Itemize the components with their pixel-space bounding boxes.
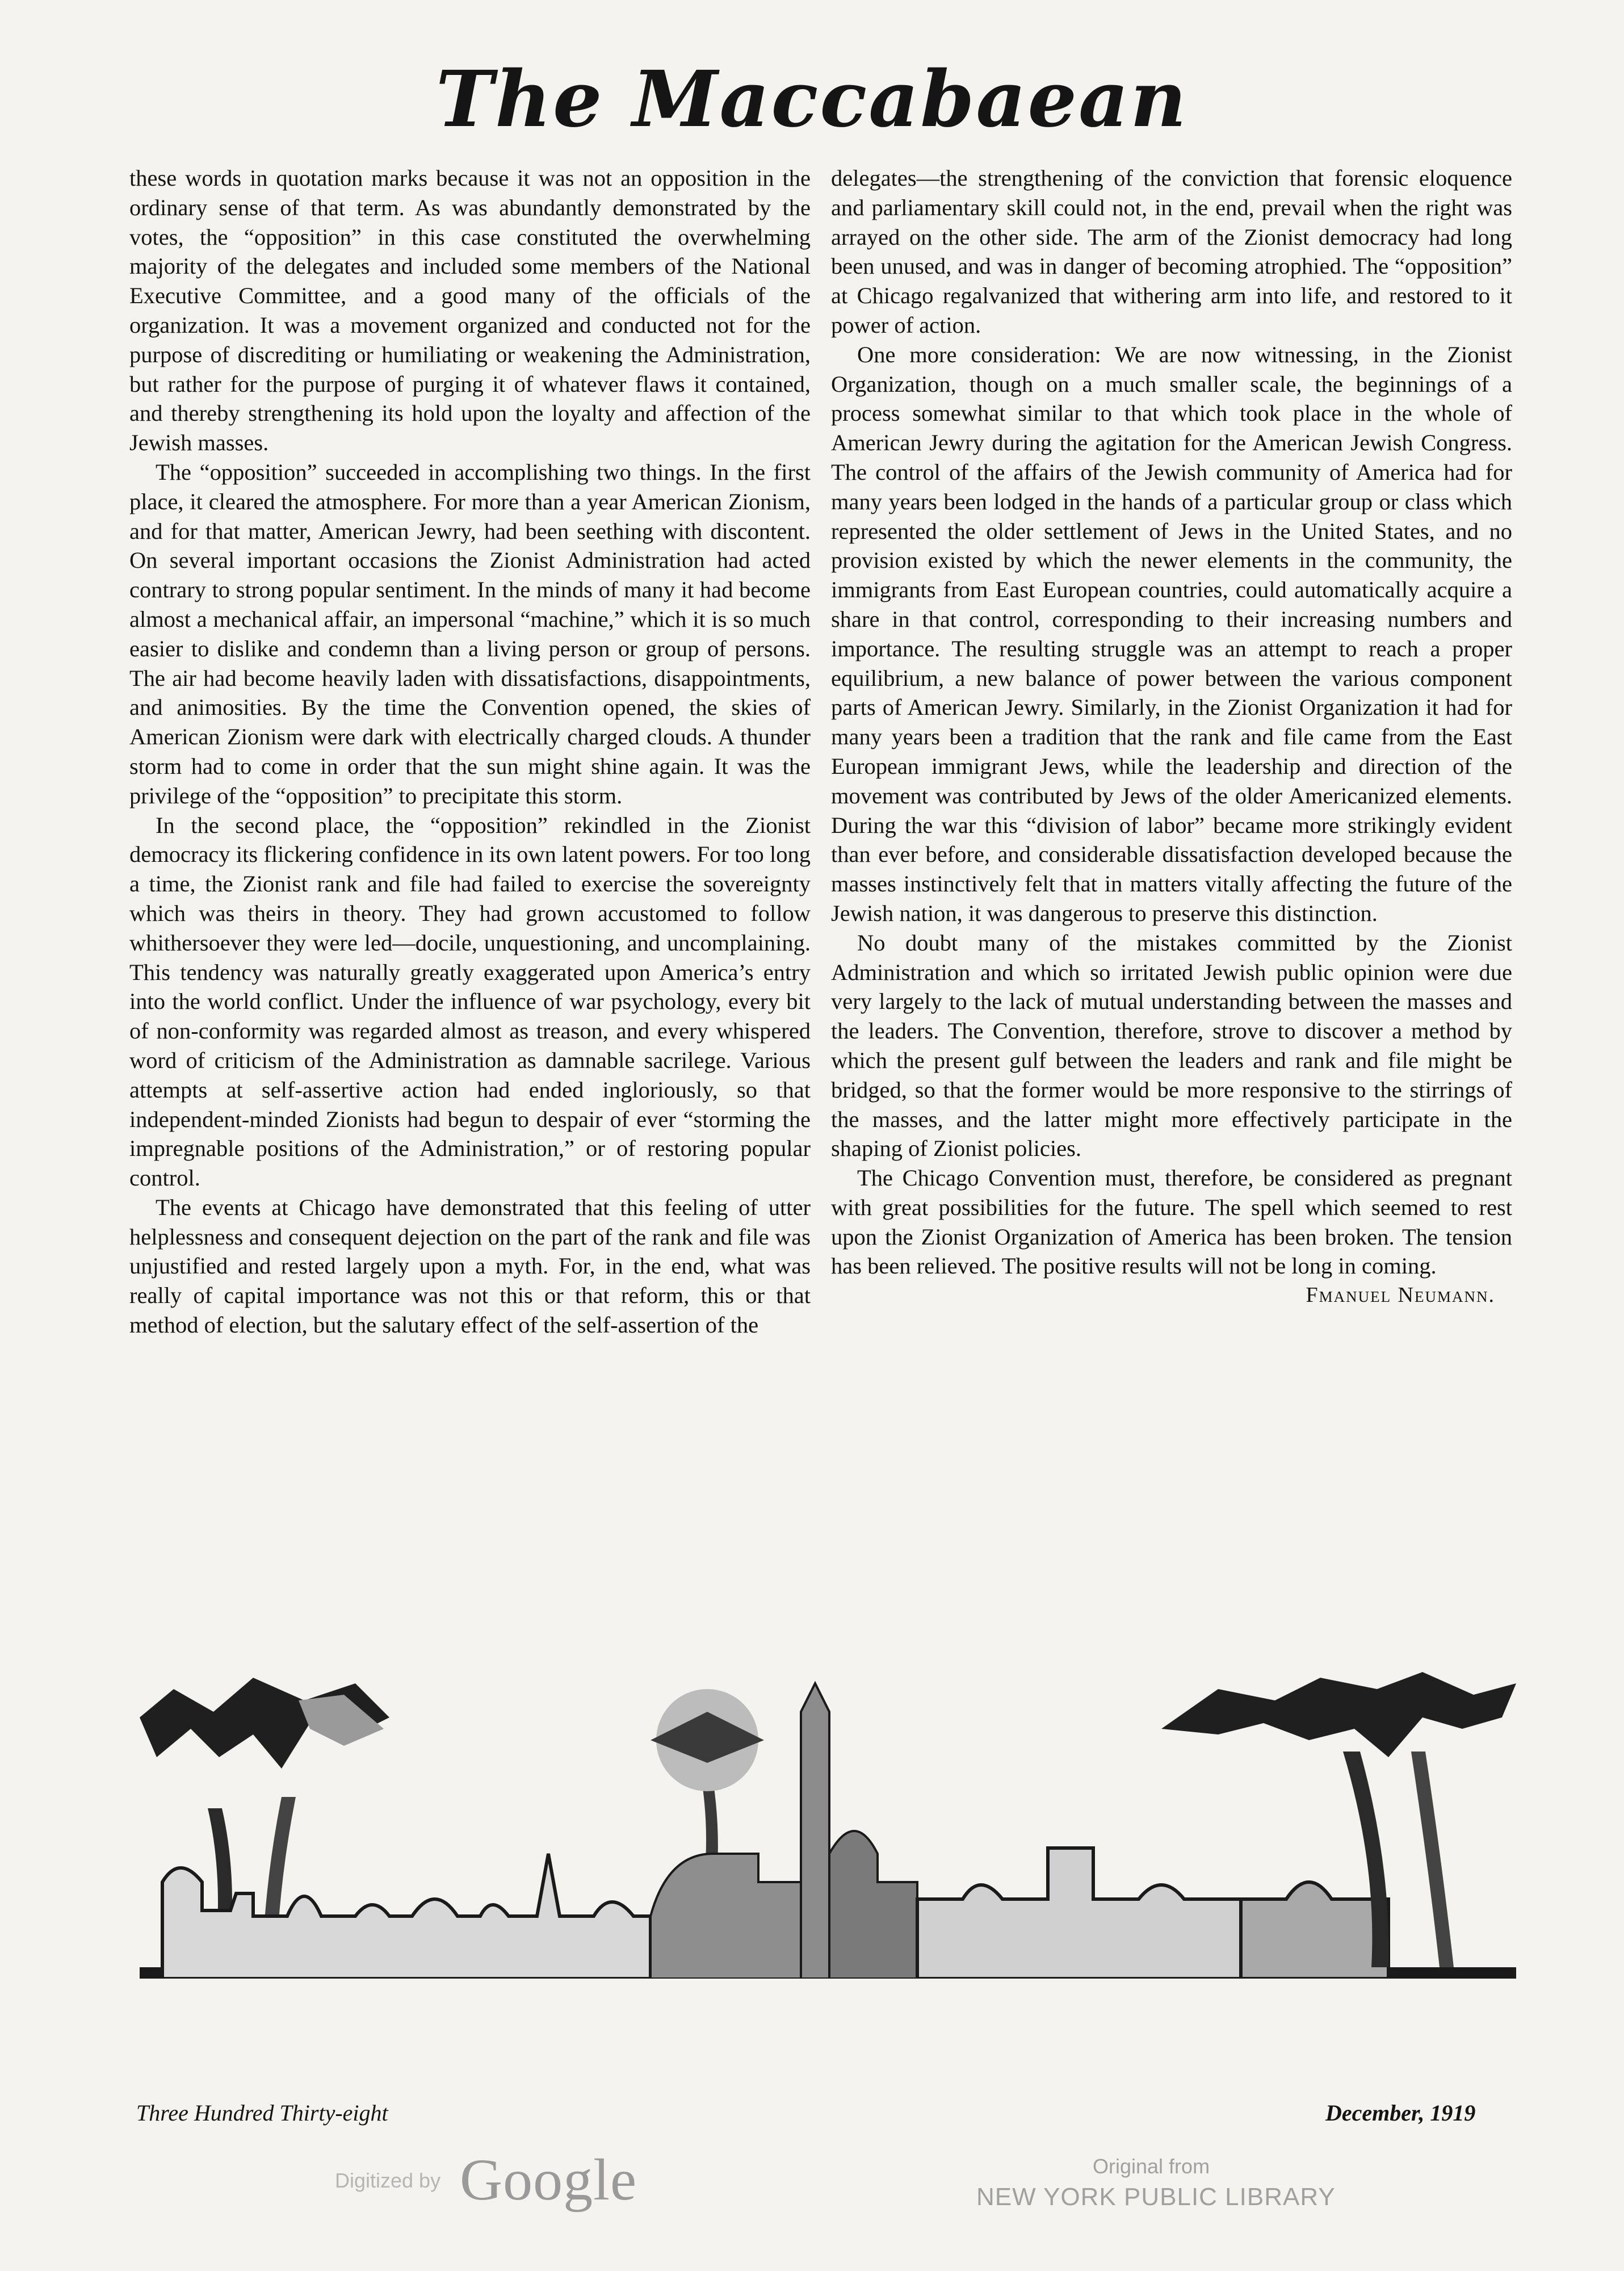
paragraph: One more consideration: We are now witnessing, in the Zionist Organization, though on a much smaller scale, the beginnings of a process somewhat similar to that which took place in the whole of American Jewry during the agitation for the American Jewish Congress. The control of the affairs of the Jewish community of America had for many years been lodged in the hands of a particular group or class which represented the older settlement of Jews in the United States, and no provision existed by which the newer elements in the community, the immigrants from East European countries, could automatically acquire a share in that control, corresponding to their increasing numbers and importance. The resulting struggle was an attempt to reach a proper equilibrium, a new balance of power between the various component parts of American Jewry. Similarly, in the Zionist Organization it had for many years been a tradition that the rank and file came from the East European immigrant Jews, while the leadership and direction of the movement was contributed by Jews of the older Americanized elements. During the war this “division of labor” became more strikingly evident than ever before, and considerable dissatisfaction developed because the masses instinctively felt that in matters vitally affecting the future of the Jewish nation, it was dangerous to preserve this distinction.	[831, 341, 1512, 926]
original-from-label: Original from	[1093, 2155, 1210, 2178]
paragraph: In the second place, the “opposition” rekindled in the Zionist democracy its flickering confidence in its own latent powers. For too long a time, the Zionist rank and file had failed to exercise the sovereignty which was theirs in theory. They had grown accustomed to follow whithersoever they were led—docile, unquestioning, and uncomplaining. This tendency was naturally greatly exaggerated upon America’s entry into the world conflict. Under the influence of war psychology, every bit of non-conformity was regarded almost as treason, and every whispered word of criticism of the Administration as damnable sacrilege. Various attempts at self-assertive action had ended ingloriously, so that independent-minded Zionists had begun to despair of ever “storming the impregnable positions of the Administration,” or of restoring popular control.	[129, 812, 811, 1191]
paragraph: these words in quotation marks because it was not an opposition in the ordinary sense of that term. As was abundantly demonstrated by the votes, the “opposition” in this case constituted the overwhelming majority of the delegates and included some members of the National Executive Committee, and a good many of the officials of the organization. It was a movement organized and conducted not for the purpose of discrediting or humiliating or weakening the Administration, but rather for the purpose of purging it of whatever flaws it contained, and thereby strengthening its hold upon the loyalty and affection of the Jewish masses.	[129, 165, 811, 456]
left-column	[129, 164, 811, 1340]
paragraph: delegates—the strengthening of the conviction that forensic eloquence and parliamentary skill could not, in the end, prevail when the right was arrayed on the other side. The arm of the Zionist democracy had long been unused, and was in danger of becoming atrophied. The “opposition” at Chicago regalvanized that withering arm into life, and restored to it power of action.	[831, 165, 1512, 338]
palm-city-illustration	[140, 1666, 1516, 1979]
library-name: NEW YORK PUBLIC LIBRARY	[976, 2183, 1336, 2211]
page-number: Three Hundred Thirty-eight	[136, 2100, 388, 2126]
paragraph: The events at Chicago have demonstrated that this feeling of utter helplessness and consequent dejection on the part of the rank and file was unjustified and rested largely upon a myth. For, in the end, what was really of capital importance was not this or that reform, this or that method of election, but the salutary effect of the self-assertion of the	[129, 1194, 811, 1338]
paragraph: The Chicago Convention must, therefore, be considered as pregnant with great possibilities for the future. The spell which seemed to rest upon the Zionist Organization of America has been broken. The tension has been relieved. The positive results will not be long in coming.	[831, 1165, 1512, 1279]
digitized-by-label: Digitized by	[335, 2169, 441, 2192]
google-logo: Google	[460, 2147, 637, 2213]
author-signature: Fmanuel Neumann.	[1306, 1283, 1495, 1308]
right-column	[831, 164, 1512, 1310]
issue-date: December, 1919	[1325, 2100, 1476, 2126]
masthead-title: The Maccabaean	[435, 54, 1189, 145]
paragraph: The “opposition” succeeded in accomplishing two things. In the first place, it cleared the atmosphere. For more than a year American Zionism, and for that matter, American Jewry, had been seething with discontent. On several important occasions the Zionist Administration had acted contrary to strong popular sentiment. In the minds of many it had become almost a mechanical affair, an impersonal “machine,” which it is so much easier to dislike and condemn than a living person or group of persons. The air had become heavily laden with dissatisfactions, disappointments, and animosities. By the time the Convention opened, the skies of American Zionism were dark with electrically charged clouds. A thunder storm had to come in order that the sun might shine again. It was the privilege of the “opposition” to precipitate this storm.	[129, 459, 811, 808]
paragraph: No doubt many of the mistakes committed by the Zionist Administration and which so irritated Jewish public opinion were due very largely to the lack of mutual understanding between the masses and the leaders. The Convention, therefore, strove to discover a method by which the present gulf between the leaders and rank and file might be bridged, so that the former would be more responsive to the stirrings of the masses, and the latter might more effectively participate in the shaping of Zionist policies.	[831, 929, 1512, 1162]
